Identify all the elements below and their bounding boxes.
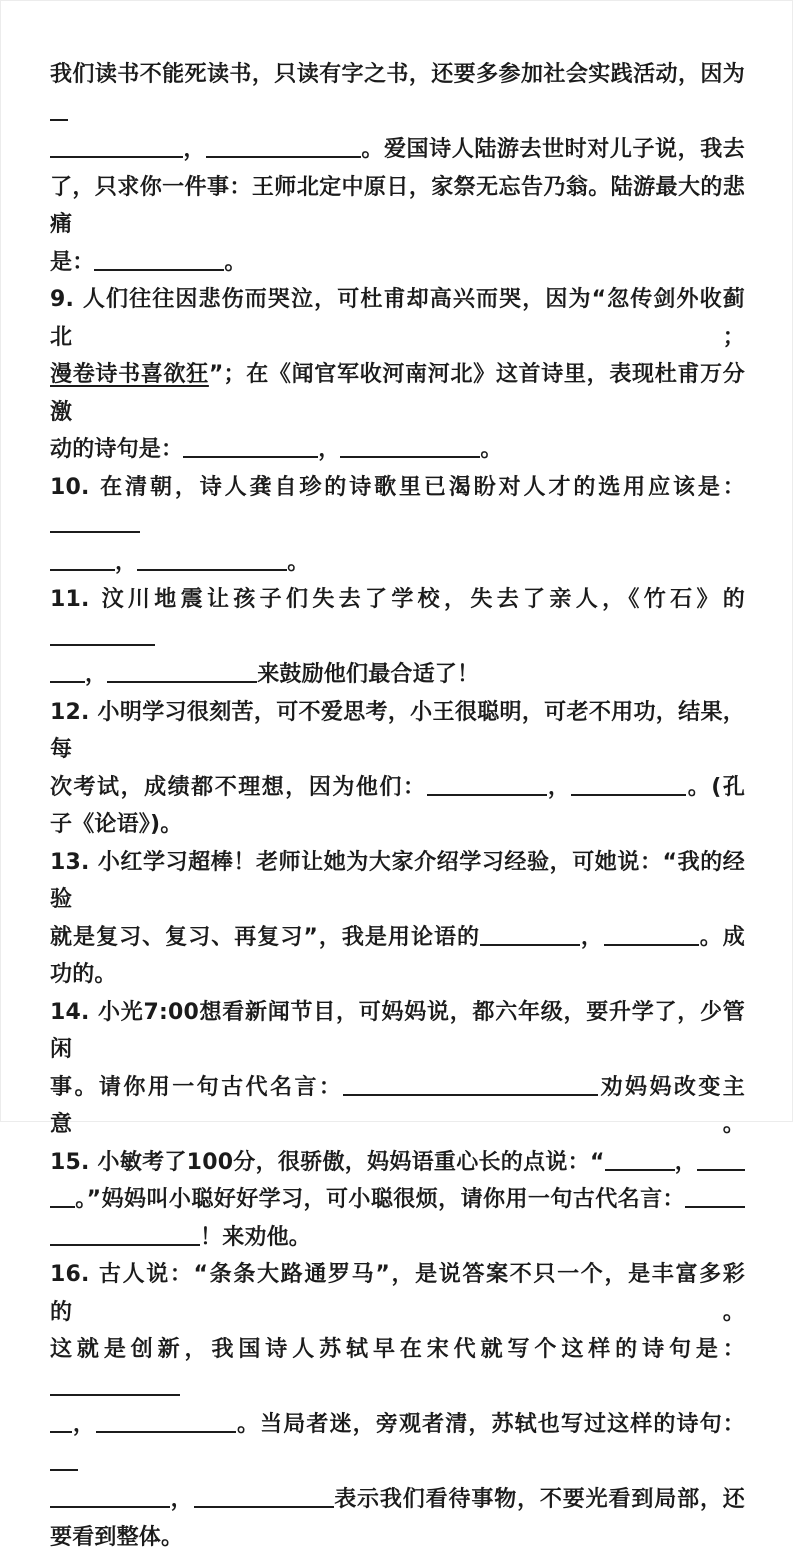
text-line: [50, 1219, 745, 1257]
text-segment: 了，只求你一件事：王师北定中原日，家祭无忘告乃翁。陆游最大的悲痛: [50, 175, 745, 238]
blank-answer-line: [50, 550, 115, 571]
blank-answer-line: [50, 512, 140, 533]
text-segment: 。: [224, 250, 246, 275]
text-segment: ，: [72, 1412, 96, 1437]
blank-answer-line: [340, 437, 480, 458]
text-segment: 事。请你用一句古代名言：: [50, 1075, 343, 1100]
text-line: [50, 1406, 745, 1481]
text-line: [50, 1256, 745, 1331]
blank-answer-line: [50, 1450, 78, 1471]
text-segment: ，: [547, 775, 572, 800]
blank-answer-line: [50, 100, 68, 121]
blank-answer-line: [194, 1487, 334, 1508]
text-segment: ，: [85, 662, 107, 687]
text-line: [50, 244, 745, 282]
text-segment: 是：: [50, 250, 94, 275]
blank-answer-line: [50, 1412, 72, 1433]
blank-answer-line: [697, 1150, 745, 1171]
text-segment: 次考试，成绩都不理想，因为他们：: [50, 775, 427, 800]
blank-answer-line: [50, 625, 155, 646]
text-line: [50, 56, 745, 131]
text-segment: 15. 小敏考了100分，很骄傲，妈妈语重心长的点说：“: [50, 1150, 605, 1175]
text-line: [50, 544, 745, 582]
text-line: [50, 1519, 745, 1556]
text-segment: 。(孔: [686, 775, 745, 800]
text-line: [50, 169, 745, 244]
text-line: [50, 1331, 745, 1406]
text-segment: 表示我们看待事物，不要光看到局部，还: [334, 1487, 745, 1512]
text-segment: 。成: [699, 925, 745, 950]
text-segment: 功的。: [50, 962, 117, 987]
text-line: [50, 694, 745, 769]
text-segment: ，: [115, 550, 137, 575]
text-line: [50, 581, 745, 656]
text-line: [50, 844, 745, 919]
text-line: [50, 356, 745, 431]
blank-answer-line: [50, 1225, 200, 1246]
text-line: [50, 1481, 745, 1519]
blank-answer-line: [50, 1487, 170, 1508]
blank-answer-line: [605, 1150, 675, 1171]
blank-answer-line: [206, 137, 361, 158]
blank-answer-line: [571, 775, 686, 796]
text-segment: 就是复习、复习、再复习”，我是用论语的: [50, 925, 480, 950]
blank-answer-line: [50, 137, 183, 158]
text-segment: 10. 在清朝，诗人龚自珍的诗歌里已渴盼对人才的选用应该是：: [50, 475, 745, 500]
blank-answer-line: [343, 1075, 598, 1096]
text-segment: ！来劝他。: [200, 1225, 311, 1250]
blank-answer-line: [50, 1375, 180, 1396]
blank-answer-line: [50, 1187, 75, 1208]
blank-answer-line: [604, 925, 699, 946]
text-segment: 。: [480, 437, 502, 462]
text-line: [50, 919, 745, 957]
text-line: [50, 131, 745, 169]
text-segment: 12. 小明学习很刻苦，可不爱思考，小王很聪明，可老不用功，结果，每: [50, 700, 745, 763]
text-line: [50, 956, 745, 994]
blank-answer-line: [183, 437, 318, 458]
blank-answer-line: [137, 550, 287, 571]
text-segment: ，: [318, 437, 340, 462]
text-line: [50, 656, 745, 694]
text-segment: 13. 小红学习超棒！老师让她为大家介绍学习经验，可她说：“我的经验: [50, 850, 745, 913]
text-line: [50, 1069, 745, 1144]
text-line: [50, 1181, 745, 1219]
text-line: [50, 469, 745, 544]
text-segment: 这就是创新，我国诗人苏轼早在宋代就写个这样的诗句是：: [50, 1337, 745, 1362]
text-segment: 子《论语》)。: [50, 812, 182, 837]
text-segment: 要看到整体。: [50, 1525, 183, 1550]
text-segment: ，: [183, 137, 206, 162]
text-segment: ”；在《闻官军收河南河北》这首诗里，表现杜甫万分激: [50, 362, 745, 425]
text-line: [50, 431, 745, 469]
text-line: [50, 806, 745, 844]
text-line: [50, 1144, 745, 1182]
text-line: [50, 769, 745, 807]
text-segment: 动的诗句是：: [50, 437, 183, 462]
blank-answer-line: [107, 662, 257, 683]
text-segment: 。: [287, 550, 309, 575]
text-segment: 。爱国诗人陆游去世时对儿子说，我去: [361, 137, 745, 162]
text-segment: ，: [675, 1150, 697, 1175]
blank-answer-line: [685, 1187, 745, 1208]
text-line: [50, 994, 745, 1069]
blank-answer-line: [96, 1412, 236, 1433]
text-segment: 来鼓励他们最合适了！: [257, 662, 479, 687]
blank-answer-line: [427, 775, 547, 796]
blank-answer-line: [480, 925, 580, 946]
text-segment: 。当局者迷，旁观者清，苏轼也写过这样的诗句：: [236, 1412, 745, 1437]
text-segment: 劝妈妈改变主意。: [50, 1075, 745, 1138]
worksheet-text-body: [50, 56, 745, 1556]
text-segment: 。”妈妈叫小聪好好学习，可小聪很烦，请你用一句古代名言：: [75, 1187, 685, 1212]
text-segment: ，: [170, 1487, 194, 1512]
text-segment: ，: [580, 925, 604, 950]
underlined-phrase: 漫卷诗书喜欲狂: [50, 362, 209, 387]
text-segment: 14. 小光7:00想看新闻节目，可妈妈说，都六年级，要升学了，少管闲: [50, 1000, 745, 1063]
text-segment: 11. 汶川地震让孩子们失去了学校，失去了亲人，《竹石》的: [50, 587, 745, 612]
text-segment: 9. 人们往往因悲伤而哭泣，可杜甫却高兴而哭，因为“忽传剑外收蓟北；: [50, 287, 745, 350]
blank-answer-line: [50, 662, 85, 683]
text-line: [50, 281, 745, 356]
text-segment: 我们读书不能死读书，只读有字之书，还要多参加社会实践活动，因为: [50, 62, 745, 87]
blank-answer-line: [94, 250, 224, 271]
text-segment: 16. 古人说：“条条大路通罗马”，是说答案不只一个，是丰富多彩的。: [50, 1262, 745, 1325]
